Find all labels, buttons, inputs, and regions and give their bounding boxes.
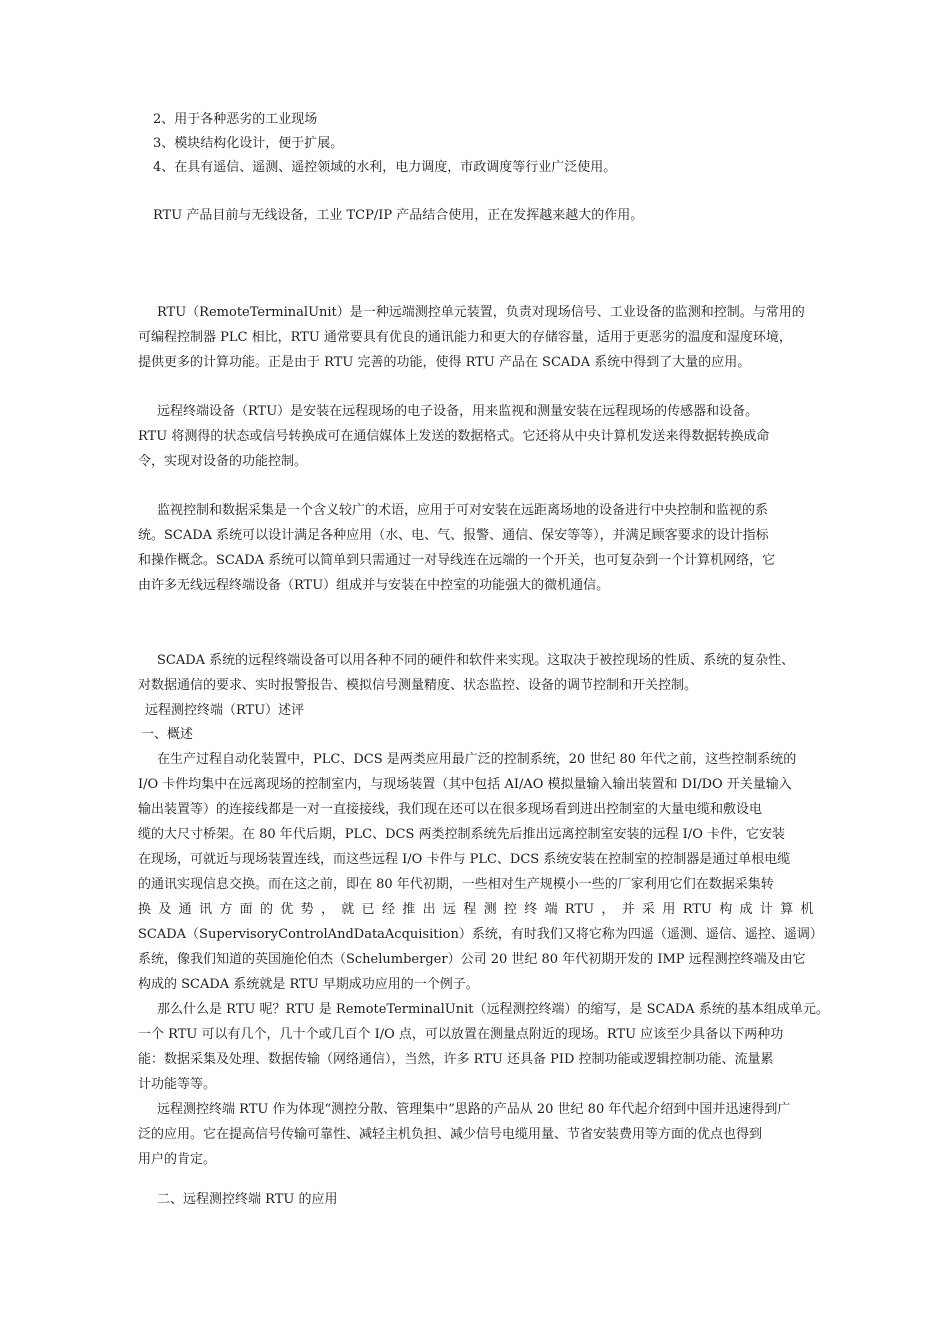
justified-token: 就 [341, 902, 355, 917]
paragraph-line: I/O 卡件均集中在远离现场的控制室内，与现场装置（其中包括 AI/AO 模拟量输入输出装置和 DI/DO 开关量输入 [138, 777, 792, 792]
justified-token: 程 [463, 902, 477, 917]
intro-list-item: 2、用于各种恶劣的工业现场 [153, 112, 318, 127]
justified-token: 算 [780, 902, 794, 917]
paragraph-line: 可编程控制器 PLC 相比，RTU 通常要具有优良的通讯能力和更大的存储容量，适用于更恶劣的温度和湿度环境， [138, 330, 792, 345]
paragraph-line: 远程测控终端 RTU 作为体现“测控分散、管理集中”思路的产品从 20 世纪 80 年代起介绍到中国并迅速得到广 [157, 1102, 791, 1117]
paragraph-line: 的通讯实现信息交换。而在这之前，即在 80 年代初期，一些相对生产规模小一些的厂家利用它们在数据采集转 [138, 877, 774, 892]
paragraph-line: 提供更多的计算功能。正是由于 RTU 完善的功能，使得 RTU 产品在 SCADA 系统中得到了大量的应用。 [138, 355, 751, 370]
justified-paragraph-line [138, 902, 814, 918]
justified-token: 势 [300, 902, 314, 917]
justified-token: 通 [178, 902, 192, 917]
justified-token: 的 [259, 902, 273, 917]
justified-token: 经 [381, 902, 395, 917]
justified-token: 测 [483, 902, 497, 917]
justified-token: 远 [442, 902, 456, 917]
justified-token: 计 [759, 902, 773, 917]
paragraph-line: SCADA（SupervisoryControlAndDataAcquisition）系统，有时我们又将它称为四遥（遥测、遥信、遥控、遥调） [138, 927, 823, 942]
justified-token: 端 [544, 902, 558, 917]
justified-token: 已 [361, 902, 375, 917]
paragraph-line: 对数据通信的要求、实时报警报告、模拟信号测量精度、状态监控、设备的调节控制和开关控制。 [138, 678, 698, 693]
paragraph-line: 一个 RTU 可以有几个，几十个或几百个 I/O 点，可以放置在测量点附近的现场。RTU 应该至少具备以下两种功 [138, 1027, 784, 1042]
justified-token: ， [320, 902, 334, 917]
paragraph-line: 系统，像我们知道的英国施伦伯杰（Schelumberger）公司 20 世纪 80 年代初期开发的 IMP 远程测控终端及由它 [138, 952, 806, 967]
paragraph-line: 监视控制和数据采集是一个含义较广的术语，应用于可对安装在远距离场地的设备进行中央控制和监视的系 [157, 503, 769, 518]
justified-token: 机 [800, 902, 814, 917]
paragraph-line: 泛的应用。它在提高信号传输可靠性、减轻主机负担、减少信号电缆用量、节省安装费用等方面的优点也得到 [138, 1127, 763, 1142]
justified-token: 优 [280, 902, 294, 917]
justified-token: RTU [564, 902, 595, 917]
section-heading: 一、概述 [141, 727, 194, 742]
justified-token: 换 [138, 902, 152, 917]
intro-list-item: 3、模块结构化设计，便于扩展。 [153, 136, 344, 151]
paragraph-line: 构成的 SCADA 系统就是 RTU 早期成功应用的一个例子。 [138, 977, 479, 992]
paragraph-line: SCADA 系统的远程终端设备可以用各种不同的硬件和软件来实现。这取决于被控现场的性质、系统的复杂性、 [157, 653, 795, 668]
paragraph-line: RTU 将测得的状态或信号转换成可在通信媒体上发送的数据格式。它还将从中央计算机发送来得数据转换成命 [138, 429, 770, 444]
justified-token: RTU [682, 902, 712, 917]
justified-token: 讯 [198, 902, 212, 917]
justified-token: 终 [524, 902, 538, 917]
justified-token: 出 [422, 902, 436, 917]
section-heading: 二、远程测控终端 RTU 的应用 [157, 1192, 338, 1207]
justified-token: 用 [662, 902, 676, 917]
paragraph-line: 用户的肯定。 [138, 1152, 217, 1167]
justified-token: 构 [719, 902, 733, 917]
paragraph-line: 远程终端设备（RTU）是安装在远程现场的电子设备，用来监视和测量安装在远程现场的传感器和设备。 [157, 404, 759, 419]
paragraph-line: 由许多无线远程终端设备（RTU）组成并与安装在中控室的功能强大的微机通信。 [138, 578, 610, 593]
justified-token: 控 [503, 902, 517, 917]
justified-token: 采 [642, 902, 656, 917]
paragraph-line: 那么什么是 RTU 呢？RTU 是 RemoteTerminalUnit（远程测控终端）的缩写，是 SCADA 系统的基本组成单元。 [157, 1002, 829, 1017]
paragraph-line: 在现场，可就近与现场装置连线，而这些远程 I/O 卡件与 PLC、DCS 系统安装在控制室的控制器是通过单根电缆 [138, 852, 791, 867]
paragraph-line: 令，实现对设备的功能控制。 [138, 454, 308, 469]
paragraph-line: RTU（RemoteTerminalUnit）是一种远端测控单元装置，负责对现场信号、工业设备的监测和控制。与常用的 [157, 305, 805, 320]
justified-token: 推 [402, 902, 416, 917]
rtu-products-note: RTU 产品目前与无线设备，工业 TCP/IP 产品结合使用，正在发挥越来越大的作用。 [153, 208, 644, 223]
justified-token: 成 [739, 902, 753, 917]
justified-token: 及 [158, 902, 172, 917]
paragraph-line: 输出装置等）的连接线都是一对一直接接线，我们现在还可以在很多现场看到进出控制室的大量电缆和敷设电 [138, 802, 763, 817]
paragraph-line: 计功能等等。 [138, 1077, 217, 1092]
justified-token: 面 [239, 902, 253, 917]
justified-token: 方 [219, 902, 233, 917]
paragraph-line: 在生产过程自动化装置中，PLC、DCS 是两类应用最广泛的控制系统，20 世纪 80 年代之前，这些控制系统的 [157, 752, 797, 767]
justified-token: 并 [621, 902, 635, 917]
paragraph-line: 和操作概念。SCADA 系统可以简单到只需通过一对导线连在远端的一个开关，也可复杂到一个计算机网络，它 [138, 553, 776, 568]
intro-list-item: 4、在具有遥信、遥测、遥控领域的水利，电力调度，市政调度等行业广泛使用。 [153, 160, 617, 175]
paragraph-line: 缆的大尺寸桥架。在 80 年代后期，PLC、DCS 两类控制系统先后推出远离控制室安装的远程 I/O 卡件，它安装 [138, 827, 785, 842]
paragraph-line: 能：数据采集及处理、数据传输（网络通信），当然，许多 RTU 还具备 PID 控制功能或逻辑控制功能、流量累 [138, 1052, 774, 1067]
paragraph-line: 统。SCADA 系统可以设计满足各种应用（水、电、气、报警、通信、保安等等），并满足顾客要求的设计指标 [138, 528, 769, 543]
justified-token: ， [601, 902, 615, 917]
review-title: 远程测控终端（RTU）述评 [145, 703, 305, 718]
